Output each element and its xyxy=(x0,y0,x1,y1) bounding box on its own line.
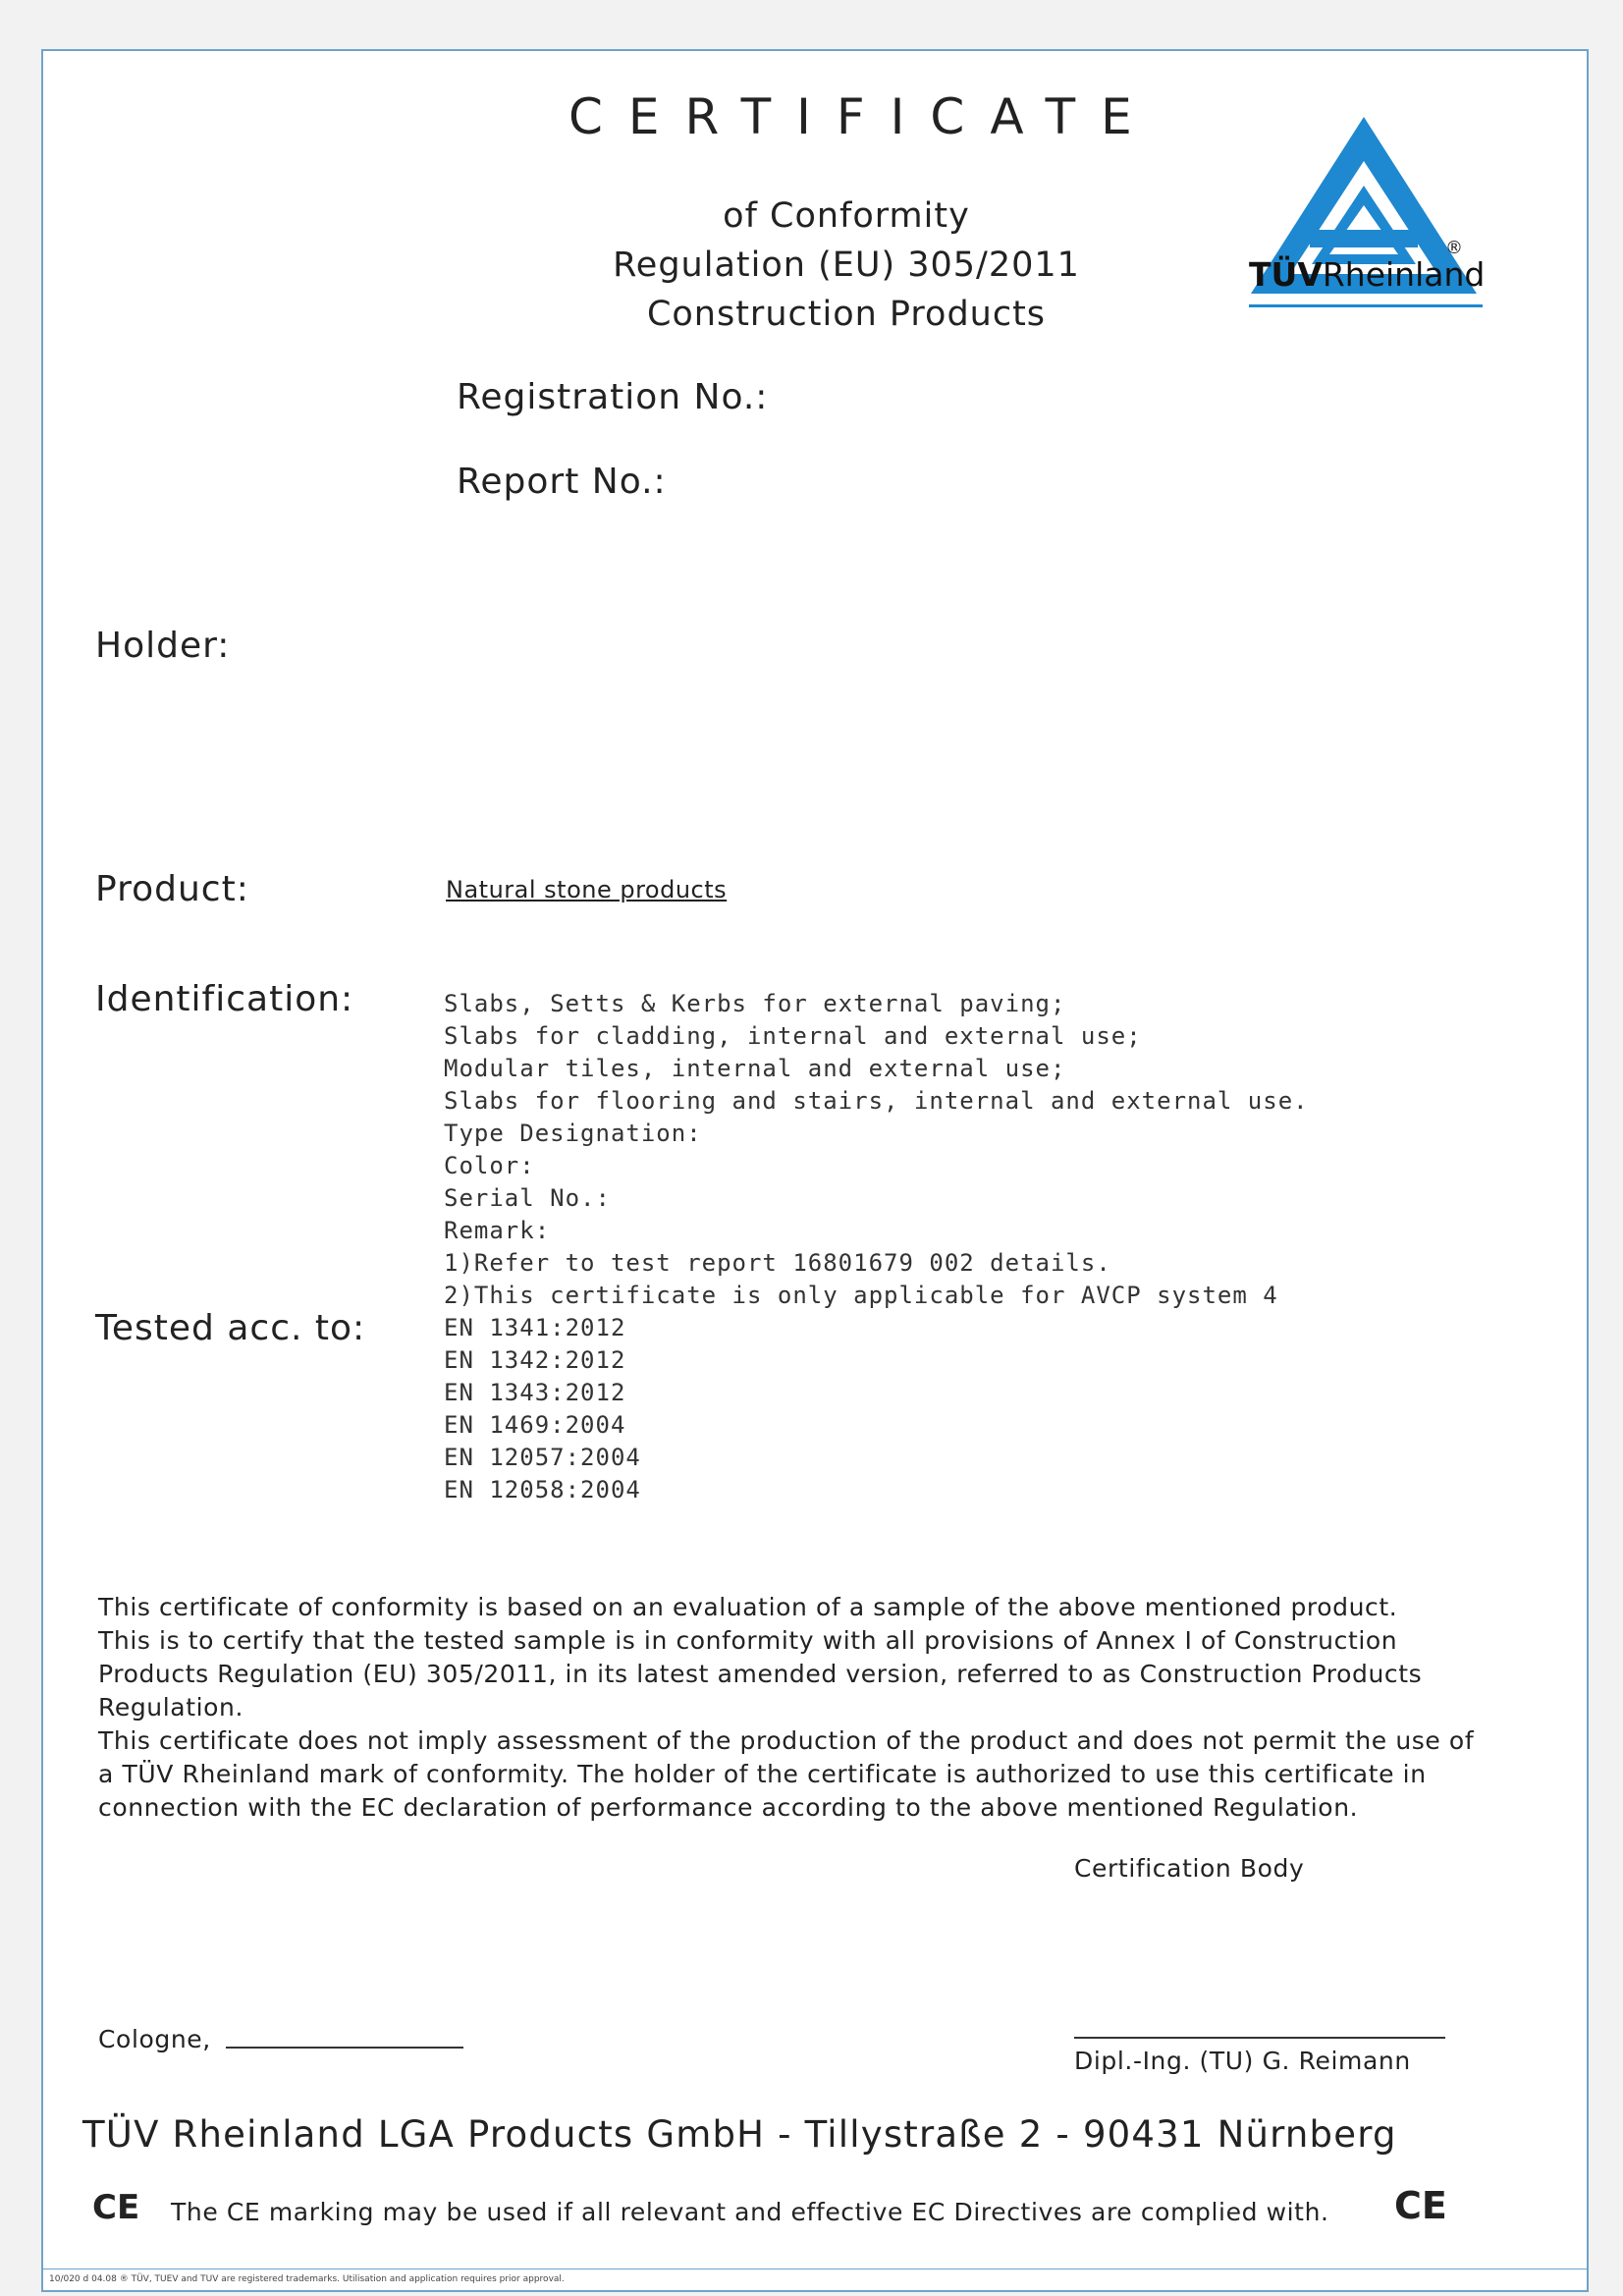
identification-label: Identification: xyxy=(95,979,354,1019)
fine-print: 10/020 d 04.08 ® TÜV, TUEV and TUV are registered trademarks. Utilisation and application requires prior approval. xyxy=(49,2274,565,2284)
statement-line: Regulation. xyxy=(98,1693,244,1722)
standard-item: EN 1342:2012 xyxy=(444,1346,626,1374)
registered-mark: ® xyxy=(1445,238,1463,258)
standard-item: EN 1469:2004 xyxy=(444,1411,626,1439)
ce-statement: The CE marking may be used if all relevant and effective EC Directives are complied with. xyxy=(171,2198,1329,2226)
remark-line: Remark: xyxy=(444,1217,551,1244)
statement-line: This certificate does not imply assessment of the production of the product and does not permit the use of xyxy=(98,1726,1475,1755)
certificate-sheet xyxy=(41,49,1589,2292)
ident-line: Slabs, Setts & Kerbs for external paving; xyxy=(444,990,1066,1017)
logo-wordmark xyxy=(1249,255,1485,294)
certification-body-label: Certification Body xyxy=(1074,1854,1305,1883)
statement-line: Products Regulation (EU) 305/2011, in its latest amended version, referred to as Construction Products xyxy=(98,1660,1423,1688)
statement-line: a TÜV Rheinland mark of conformity. The holder of the certificate is authorized to use this certificate in xyxy=(98,1760,1427,1788)
city-label: Cologne, xyxy=(98,2025,211,2053)
company-address: TÜV Rheinland LGA Products GmbH - Tillystraße 2 - 90431 Nürnberg xyxy=(82,2113,1397,2156)
ce-mark-icon: CE xyxy=(92,2188,140,2227)
statement-line: This certificate of conformity is based on an evaluation of a sample of the above mentioned product. xyxy=(98,1593,1398,1621)
logo-brand-regular: Rheinland xyxy=(1322,255,1486,294)
product-value: Natural stone products xyxy=(446,876,728,903)
signature-line xyxy=(1074,2037,1445,2039)
tested-label: Tested acc. to: xyxy=(95,1308,366,1348)
statement-line: connection with the EC declaration of performance according to the above mentioned Regulation. xyxy=(98,1793,1359,1822)
signer-name: Dipl.-Ing. (TU) G. Reimann xyxy=(1074,2047,1411,2075)
color-line: Color: xyxy=(444,1152,535,1179)
statement-line: This is to certify that the tested sample is in conformity with all provisions of Annex I of Construction xyxy=(98,1626,1398,1655)
standard-item: EN 12057:2004 xyxy=(444,1444,641,1471)
serial-line: Serial No.: xyxy=(444,1184,611,1212)
subtitle-regulation: Regulation (EU) 305/2011 xyxy=(613,246,1080,285)
subtitle-conformity: of Conformity xyxy=(723,196,970,236)
certificate-title: CERTIFICATE xyxy=(568,88,1158,145)
ident-line: Slabs for cladding, internal and external use; xyxy=(444,1022,1142,1050)
standard-item: EN 12058:2004 xyxy=(444,1476,641,1503)
ident-line: Modular tiles, internal and external use; xyxy=(444,1055,1066,1082)
registration-label: Registration No.: xyxy=(457,377,769,417)
remark-item: 2)This certificate is only applicable for AVCP system 4 xyxy=(444,1282,1278,1309)
logo-brand-bold: TÜV xyxy=(1249,255,1323,294)
date-line xyxy=(226,2047,463,2049)
logo-underline xyxy=(1249,304,1483,307)
type-designation-line: Type Designation: xyxy=(444,1120,702,1147)
standard-item: EN 1343:2012 xyxy=(444,1379,626,1406)
product-label: Product: xyxy=(95,869,249,909)
ce-mark-icon: CE xyxy=(1394,2184,1447,2227)
subtitle-construction: Construction Products xyxy=(646,295,1047,334)
standard-item: EN 1341:2012 xyxy=(444,1314,626,1341)
report-label: Report No.: xyxy=(457,462,667,502)
holder-label: Holder: xyxy=(95,626,231,666)
remark-item: 1)Refer to test report 16801679 002 details. xyxy=(444,1249,1111,1277)
ident-line: Slabs for flooring and stairs, internal and external use. xyxy=(444,1087,1309,1115)
